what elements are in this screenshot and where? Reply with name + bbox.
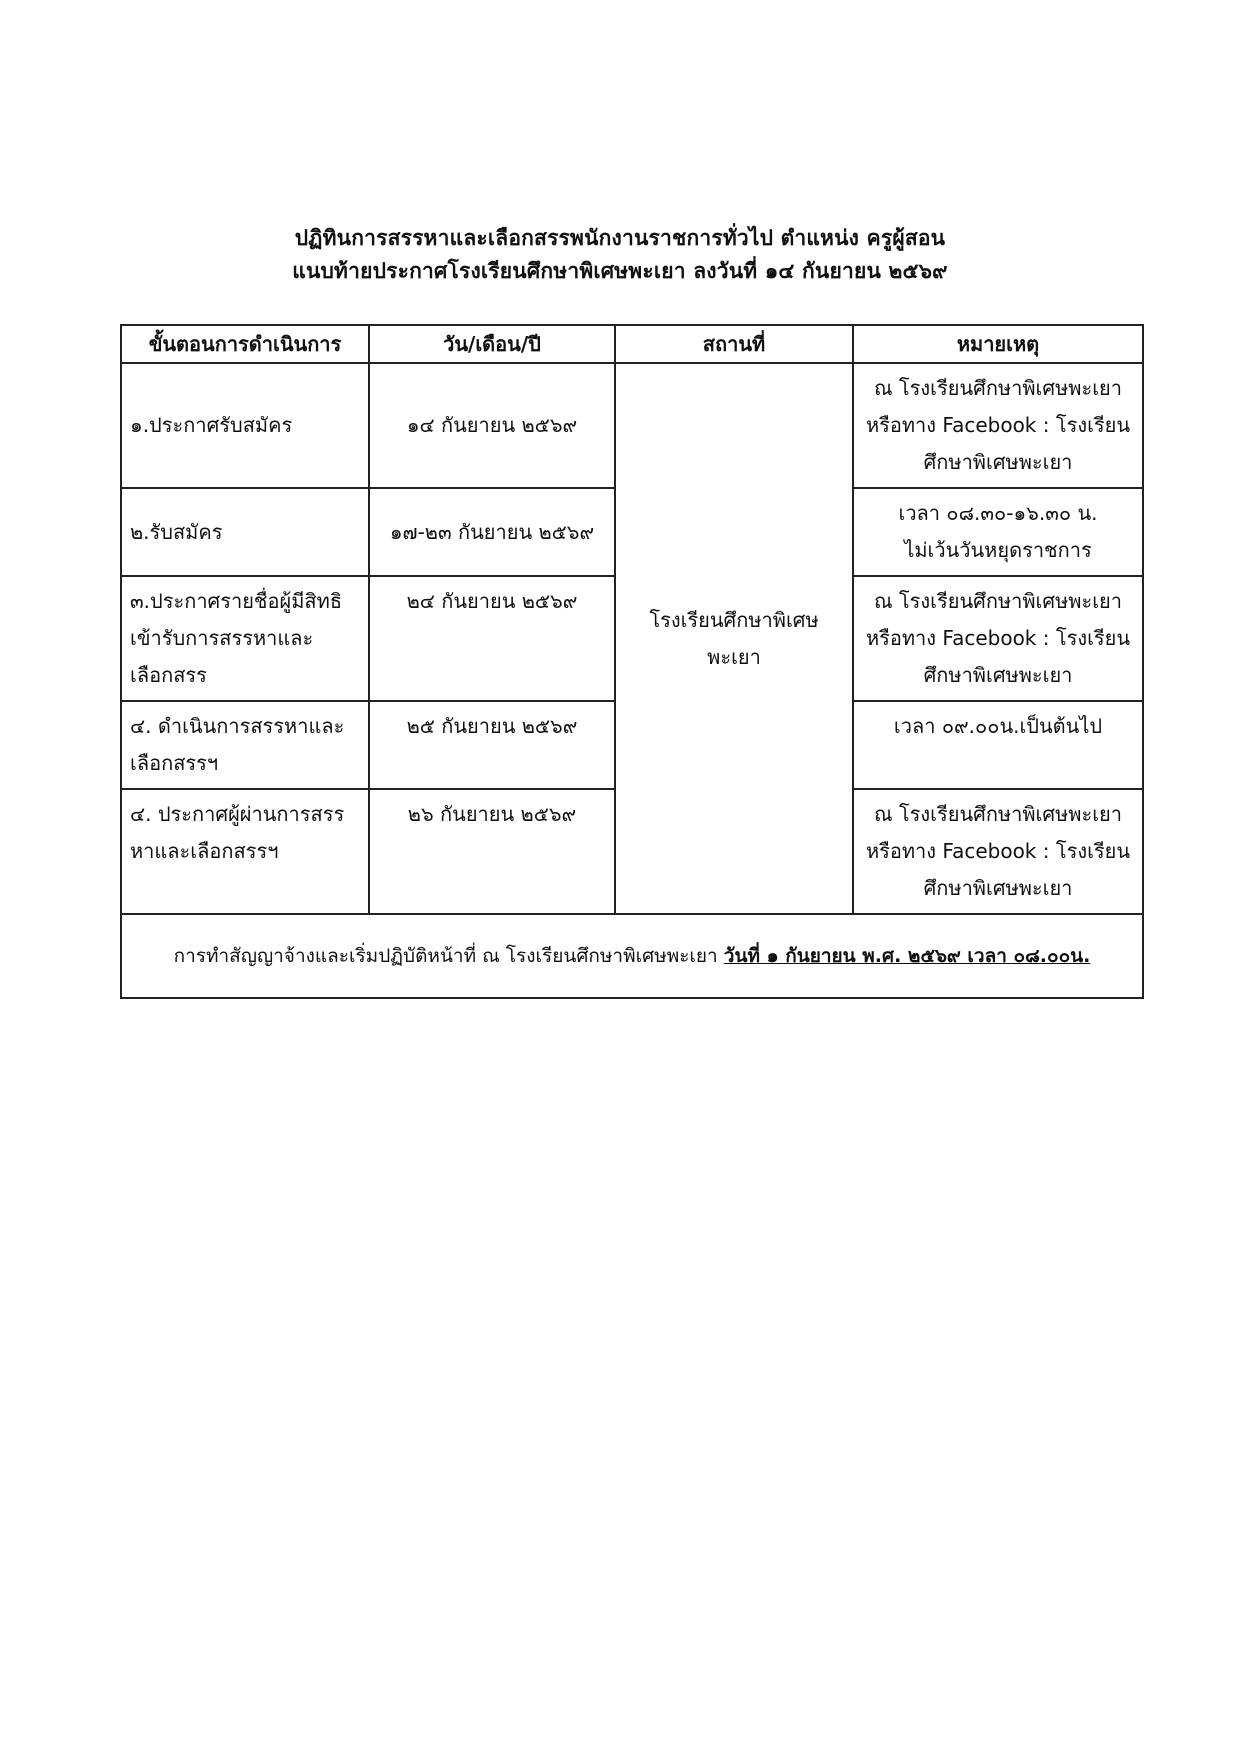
contract-note-cell [121,914,1143,998]
note-line: ณ โรงเรียนศึกษาพิเศษพะเยา [874,589,1122,613]
step-text: ๔. ประกาศผู้ผ่านการสรร [130,802,345,826]
date-cell [369,701,615,789]
note-cell [853,701,1143,789]
step-cell [121,576,369,701]
note-line: ไม่เว้นวันหยุดราชการ [904,538,1092,562]
step-cell [121,363,369,488]
step-cell [121,789,369,914]
note-line: ศึกษาพิเศษพะเยา [923,663,1073,687]
table-header-row [121,325,1143,363]
date-text: ๒๔ กันยายน ๒๕๖๙ [406,589,578,613]
table-footer-row [121,914,1143,998]
step-text: ๓.ประกาศรายชื่อผู้มีสิทธิ [130,589,343,613]
date-cell [369,576,615,701]
note-cell [853,576,1143,701]
step-text: เลือกสรรฯ [130,751,219,775]
date-cell [369,488,615,576]
date-text: ๑๔ กันยายน ๒๕๖๙ [406,413,578,437]
column-header-note: หมายเหตุ [853,325,1143,363]
column-header-step: ขั้นตอนการดำเนินการ [121,325,369,363]
document-title: ปฏิทินการสรรหาและเลือกสรรพนักงานราชการทั่วไป ตำแหน่ง ครูผู้สอน [294,226,946,250]
step-text: ๑.ประกาศรับสมัคร [130,413,293,437]
contract-date-emphasis: วันที่ ๑ กันยายน พ.ศ. ๒๕๖๙ เวลา ๐๘.๐๐น. [723,944,1091,967]
date-cell [369,363,615,488]
table-row [121,363,1143,488]
place-cell [615,363,853,914]
note-line: เวลา ๐๘.๓๐-๑๖.๓๐ น. [898,501,1098,525]
note-line: ศึกษาพิเศษพะเยา [923,450,1073,474]
step-text: ๔. ดำเนินการสรรหาและ [130,714,345,738]
note-line: หรือทาง Facebook : โรงเรียน [865,413,1131,437]
schedule-table [120,324,1144,999]
step-text: เลือกสรร [130,663,207,687]
date-text: ๑๗-๒๓ กันยายน ๒๕๖๙ [389,519,595,544]
note-line: ณ โรงเรียนศึกษาพิเศษพะเยา [874,802,1122,826]
note-cell [853,363,1143,488]
note-line: หรือทาง Facebook : โรงเรียน [865,626,1131,650]
note-line: ศึกษาพิเศษพะเยา [923,876,1073,900]
note-line: ณ โรงเรียนศึกษาพิเศษพะเยา [874,376,1122,400]
document-subtitle: แนบท้ายประกาศโรงเรียนศึกษาพิเศษพะเยา ลงวันที่ ๑๔ กันยายน ๒๕๖๙ [292,259,948,283]
step-cell [121,488,369,576]
place-text: โรงเรียนศึกษาพิเศษพะเยา [649,607,819,669]
step-text: ๒.รับสมัคร [130,519,223,544]
step-cell [121,701,369,789]
note-line: เวลา ๐๙.๐๐น.เป็นต้นไป [893,714,1103,738]
contract-note-text: การทำสัญญาจ้างและเริ่มปฏิบัติหน้าที่ ณ โรงเรียนศึกษาพิเศษพะเยา [173,944,724,967]
date-text: ๒๖ กันยายน ๒๕๖๙ [407,802,577,826]
date-cell [369,789,615,914]
note-cell [853,789,1143,914]
note-cell [853,488,1143,576]
step-text: หาและเลือกสรรฯ [130,839,279,863]
note-line: หรือทาง Facebook : โรงเรียน [865,839,1131,863]
column-header-place: สถานที่ [615,325,853,363]
step-text: เข้ารับการสรรหาและ [130,626,314,650]
date-text: ๒๕ กันยายน ๒๕๖๙ [406,714,578,738]
column-header-date: วัน/เดือน/ปี [369,325,615,363]
